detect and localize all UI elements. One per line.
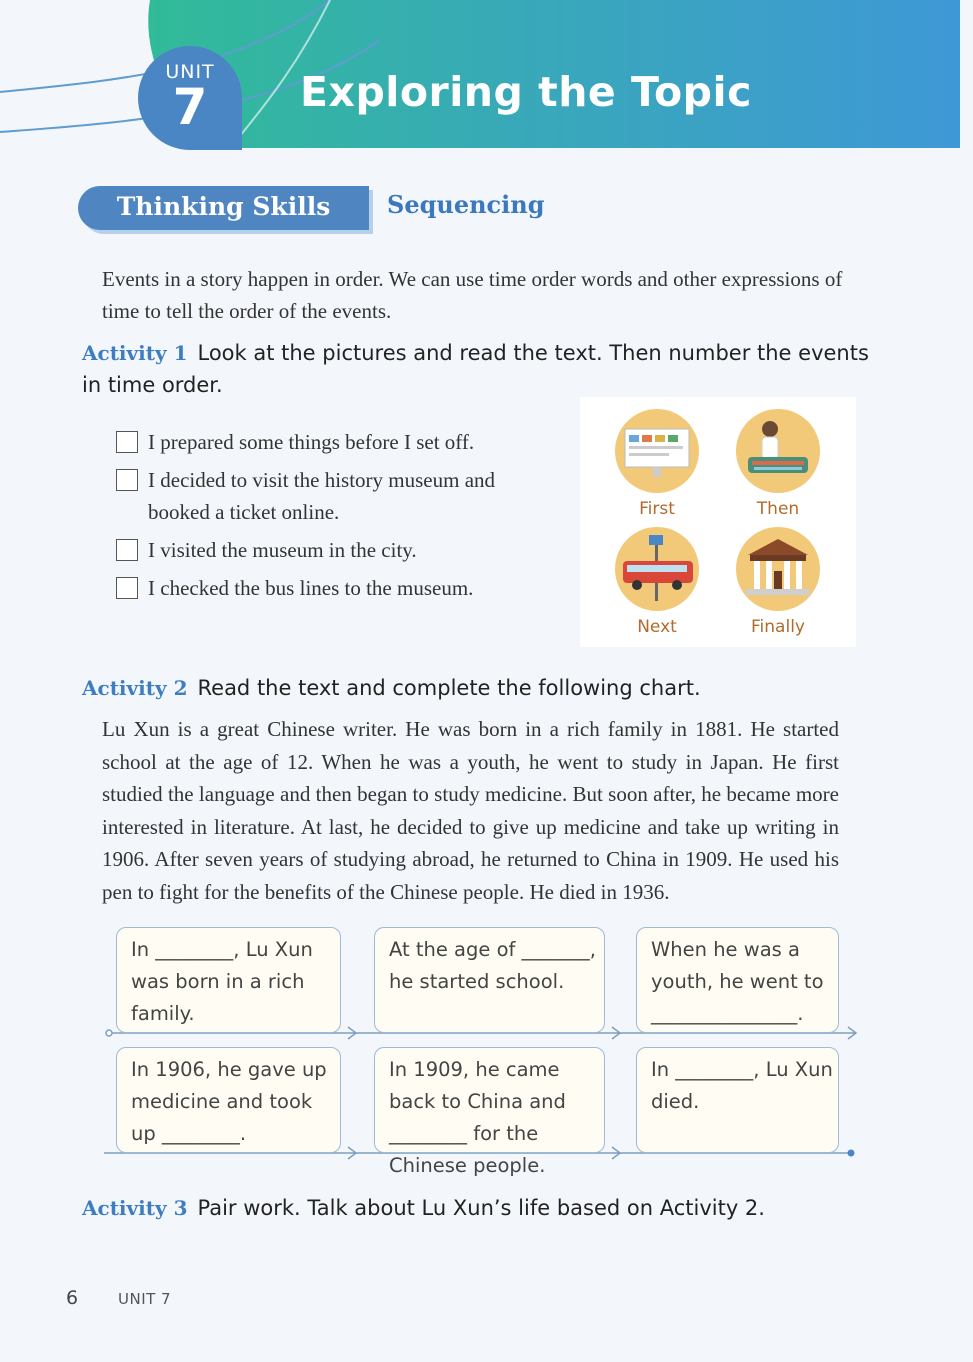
event-text: I checked the bus lines to the museum.: [148, 576, 474, 600]
activity-1-label: Activity 1: [82, 341, 188, 365]
activity-2-instruction: Read the text and complete the following chart.: [197, 676, 701, 700]
activity-1-instruction: Look at the pictures and read the text. Then number the events in time order.: [82, 341, 869, 397]
picture-caption: Finally: [751, 617, 805, 637]
event-text: I visited the museum in the city.: [148, 538, 417, 562]
unit-word: UNIT: [165, 61, 215, 83]
activity-2-label: Activity 2: [82, 676, 188, 700]
page-title: Exploring the Topic: [300, 68, 752, 116]
chart-box-3[interactable]: When he was a youth, he went to _______________.: [636, 927, 839, 1033]
footer-unit-label: UNIT 7: [118, 1290, 172, 1308]
chart-box-5[interactable]: In 1909, he came back to China and ________ for the Chinese people.: [374, 1047, 605, 1153]
chart-box-6[interactable]: In ________, Lu Xun died.: [636, 1047, 839, 1153]
lu-xun-passage: Lu Xun is a great Chinese writer. He was born in a rich family in 1881. He started school at the age of 12. When he was a youth, he went to study in Japan. He first studied the language and then began to study medicine. But soon after, he became more interested in literature. At last, he decided to give up medicine and take up writing in 1906. After seven years of studying abroad, he returned to China in 1909. He used his pen to fight for the benefits of the Chinese people. He died in 1936.: [102, 717, 839, 904]
chart-box-1[interactable]: In ________, Lu Xun was born in a rich family.: [116, 927, 341, 1033]
activity-3-heading: [82, 1192, 765, 1224]
event-text: I prepared some things before I set off.: [148, 430, 475, 454]
picture-caption: Next: [637, 617, 677, 637]
activity-3-instruction: Pair work. Talk about Lu Xun’s life based on Activity 2.: [197, 1196, 765, 1220]
picture-caption: Then: [756, 499, 800, 519]
skill-name: Sequencing: [387, 190, 545, 219]
chart-box-2[interactable]: At the age of _______, he started school.: [374, 927, 605, 1033]
picture-caption: First: [639, 499, 675, 519]
unit-number: 7: [172, 78, 208, 136]
page-number: 6: [66, 1287, 79, 1309]
intro-paragraph: Events in a story happen in order. We can use time order words and other expressions of time to tell the order of the events.: [102, 267, 843, 323]
event-text: I decided to visit the history museum and booked a ticket online.: [148, 468, 496, 524]
chart-box-4[interactable]: In 1906, he gave up medicine and took up ________.: [116, 1047, 341, 1153]
thinking-skills-tab: Thinking Skills: [78, 186, 369, 230]
activity-3-label: Activity 3: [82, 1196, 188, 1220]
